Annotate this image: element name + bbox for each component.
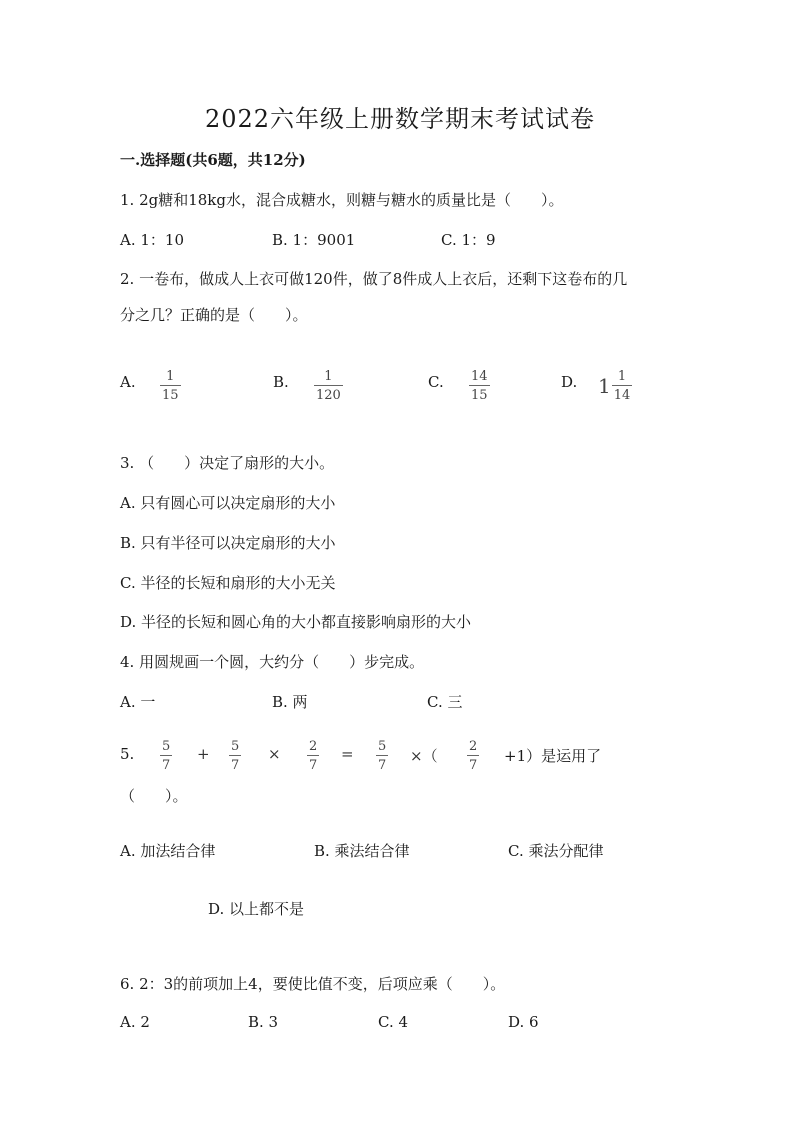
question-2-option-a-label[interactable]: A. bbox=[120, 373, 136, 391]
question-2-option-c-label[interactable]: C. bbox=[428, 373, 444, 391]
fraction-numerator: 2 bbox=[309, 739, 318, 754]
question-1-option-a[interactable]: A. 1：10 bbox=[120, 231, 184, 249]
question-6-option-b[interactable]: B. 3 bbox=[248, 1013, 279, 1031]
question-5-option-a[interactable]: A. 加法结合律 bbox=[120, 842, 216, 860]
times-open-paren: ×（ bbox=[410, 747, 438, 765]
question-2-option-b-fraction bbox=[314, 370, 343, 402]
question-5-option-d[interactable]: D. 以上都不是 bbox=[208, 900, 305, 918]
fraction-denominator: 7 bbox=[309, 758, 318, 773]
fraction-numerator: 14 bbox=[471, 369, 488, 384]
fraction-denominator: 7 bbox=[378, 758, 387, 773]
question-5-fraction-4 bbox=[376, 740, 388, 772]
fraction-denominator: 120 bbox=[316, 388, 341, 403]
question-5-stem-line2: （ ）。 bbox=[120, 787, 188, 805]
fraction-denominator: 15 bbox=[162, 388, 179, 403]
fraction-numerator: 2 bbox=[469, 739, 478, 754]
question-2-option-a-fraction bbox=[160, 370, 181, 402]
plus-sign: + bbox=[197, 745, 210, 763]
question-2-stem-line1: 2. 一卷布，做成人上衣可做120件，做了8件成人上衣后，还剩下这卷布的几 bbox=[120, 270, 628, 288]
question-3-option-b[interactable]: B. 只有半径可以决定扇形的大小 bbox=[120, 534, 336, 552]
mixed-fraction-part bbox=[612, 370, 633, 402]
fraction-numerator: 5 bbox=[231, 739, 240, 754]
equals-sign: = bbox=[341, 745, 354, 763]
question-1-option-b[interactable]: B. 1：9001 bbox=[272, 231, 356, 249]
times-sign: × bbox=[268, 745, 281, 763]
question-2-option-d-label[interactable]: D. bbox=[561, 373, 578, 391]
question-1-stem: 1. 2g糖和18kg水，混合成糖水，则糖与糖水的质量比是（ ）。 bbox=[120, 191, 564, 209]
question-5-stem-tail: +1）是运用了 bbox=[504, 747, 602, 765]
question-5-option-b[interactable]: B. 乘法结合律 bbox=[314, 842, 410, 860]
question-3-stem: 3. （ ）决定了扇形的大小。 bbox=[120, 454, 335, 472]
section-heading: 一.选择题(共6题，共12分) bbox=[120, 151, 306, 169]
question-4-option-b[interactable]: B. 两 bbox=[272, 693, 308, 711]
question-2-option-b-label[interactable]: B. bbox=[273, 373, 289, 391]
question-5-fraction-3 bbox=[307, 740, 319, 772]
fraction-numerator: 5 bbox=[378, 739, 387, 754]
question-4-option-a[interactable]: A. 一 bbox=[120, 693, 156, 711]
fraction-numerator: 1 bbox=[617, 369, 627, 384]
fraction-denominator: 7 bbox=[469, 758, 478, 773]
question-3-option-d[interactable]: D. 半径的长短和圆心角的大小都直接影响扇形的大小 bbox=[120, 613, 472, 631]
fraction-denominator: 15 bbox=[471, 388, 488, 403]
question-4-stem: 4. 用圆规画一个圆，大约分（ ）步完成。 bbox=[120, 653, 425, 671]
question-2-option-d-mixed-number bbox=[598, 370, 632, 402]
question-5-fraction-5 bbox=[467, 740, 479, 772]
question-1-option-c[interactable]: C. 1：9 bbox=[441, 231, 496, 249]
fraction-numerator: 1 bbox=[324, 369, 333, 384]
question-2-stem-line2: 分之几？正确的是（ ）。 bbox=[120, 306, 308, 324]
fraction-denominator: 14 bbox=[613, 388, 631, 403]
question-5-option-c[interactable]: C. 乘法分配律 bbox=[508, 842, 604, 860]
page-title: 2022六年级上册数学期末考试试卷 bbox=[204, 105, 596, 133]
fraction-numerator: 1 bbox=[166, 369, 175, 384]
question-4-option-c[interactable]: C. 三 bbox=[427, 693, 463, 711]
question-5-number: 5. bbox=[120, 745, 135, 763]
question-6-option-a[interactable]: A. 2 bbox=[120, 1013, 150, 1031]
mixed-whole-part: 1 bbox=[598, 374, 611, 398]
question-6-option-d[interactable]: D. 6 bbox=[508, 1013, 539, 1031]
fraction-numerator: 5 bbox=[162, 739, 171, 754]
question-5-fraction-2 bbox=[229, 740, 241, 772]
fraction-denominator: 7 bbox=[231, 758, 240, 773]
question-2-option-c-fraction bbox=[469, 370, 490, 402]
fraction-denominator: 7 bbox=[162, 758, 171, 773]
question-6-stem: 6. 2：3的前项加上4，要使比值不变，后项应乘（ ）。 bbox=[120, 975, 506, 993]
question-3-option-a[interactable]: A. 只有圆心可以决定扇形的大小 bbox=[120, 494, 336, 512]
question-5-fraction-1 bbox=[160, 740, 172, 772]
question-3-option-c[interactable]: C. 半径的长短和扇形的大小无关 bbox=[120, 574, 336, 592]
question-6-option-c[interactable]: C. 4 bbox=[378, 1013, 409, 1031]
